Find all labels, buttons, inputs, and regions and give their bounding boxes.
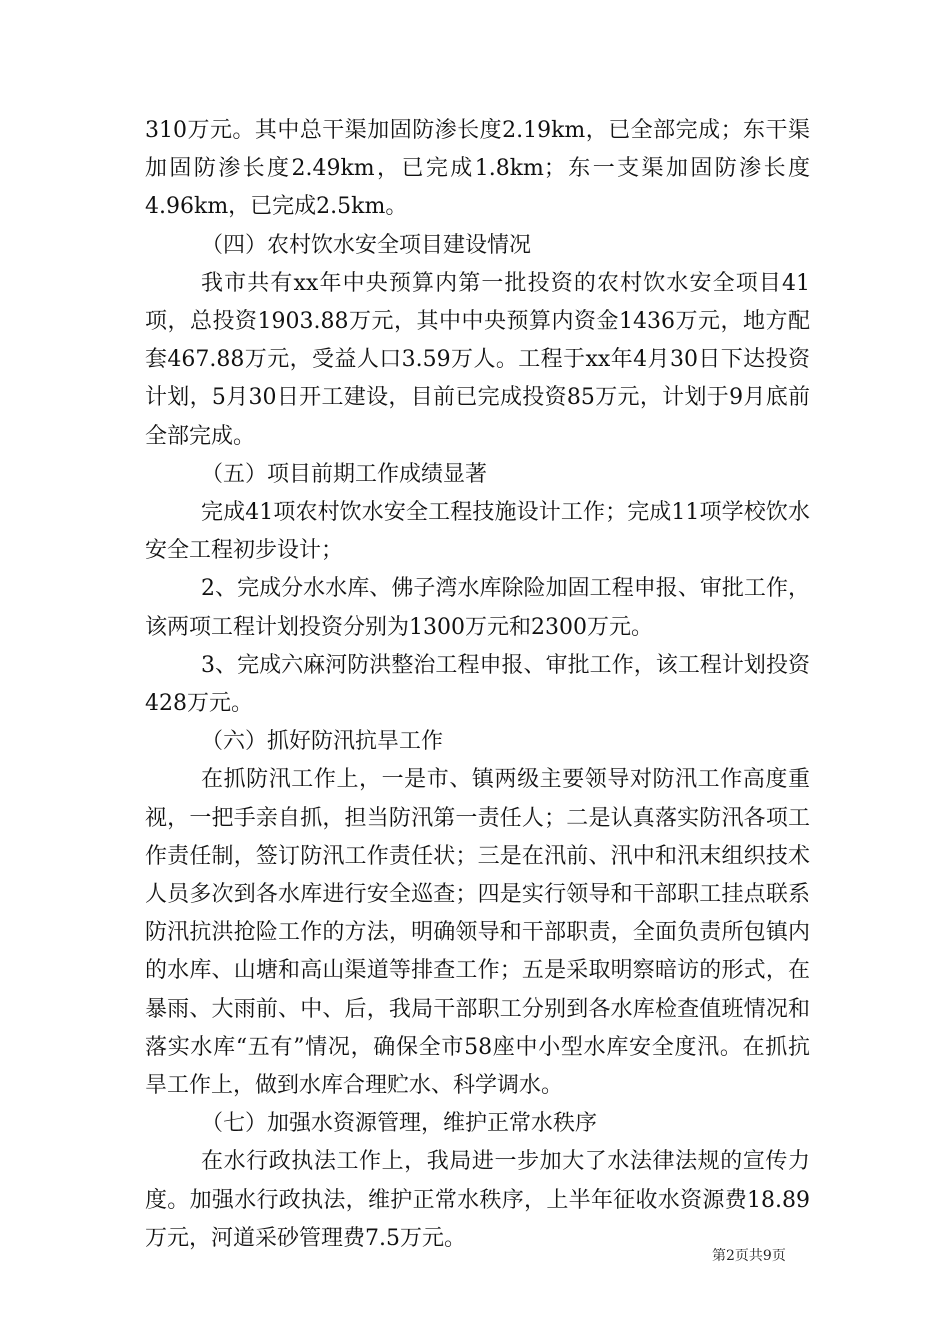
section-heading-6: （六）抓好防汛抗旱工作 bbox=[201, 729, 444, 755]
section-heading-7: （七）加强水资源管理，维护正常水秩序 bbox=[201, 1111, 598, 1137]
paragraph-flood-control-project: 3、完成六麻河防洪整治工程申报、审批工作，该工程计划投资428万元。 bbox=[145, 652, 810, 717]
section-heading-4: （四）农村饮水安全项目建设情况 bbox=[201, 232, 532, 258]
paragraph-flood-drought-work: 在抓防汛工作上，一是市、镇两级主要领导对防汛工作高度重视，一把手亲自抓，担当防汛第一责任人；二是认真落实防汛各项工作责任制，签订防汛工作责任状；三是在汛前、汛中和汛末组织技术人员多次到各水库进行安全巡查；四是实行领导和干部职工挂点联系防汛抗洪抢险工作的方法，明确领导和干部职责，全面负责所包镇内的水库、山塘和高山渠道等排查工作；五是采取明察暗访的形式，在暴雨、大雨前、中、后，我局干部职工分别到各水库检查值班情况和落实水库“五有”情况，确保全市58座中小型水库安全度汛。在抓抗旱工作上，做到水库合理贮水、科学调水。 bbox=[145, 767, 810, 1099]
paragraph-reservoir-approval: 2、完成分水水库、佛子湾水库除险加固工程申报、审批工作，该两项工程计划投资分别为1300万元和2300万元。 bbox=[145, 576, 810, 640]
paragraph-drinking-water: 我市共有xx年中央预算内第一批投资的农村饮水安全项目41项，总投资1903.88万元，其中中央预算内资金1436万元，地方配套467.88万元，受益人口3.59万人。工程于xx年4月30日下达投资计划，5月30日开工建设，目前已完成投资85万元，计划于9月底前全部完成。 bbox=[145, 270, 811, 449]
paragraph-design-work: 完成41项农村饮水安全工程技施设计工作；完成11项学校饮水安全工程初步设计； bbox=[145, 500, 810, 564]
paragraph-canal-progress: 310万元。其中总干渠加固防渗长度2.19km，已全部完成；东干渠加固防渗长度2.49km，已完成1.8km；东一支渠加固防渗长度4.96km，已完成2.5km。 bbox=[145, 118, 810, 220]
document-body bbox=[145, 112, 810, 1258]
paragraph-water-resources: 在水行政执法工作上，我局进一步加大了水法律法规的宣传力度。加强水行政执法，维护正常水秩序，上半年征收水资源费18.89万元，河道采砂管理费7.5万元。 bbox=[145, 1149, 810, 1251]
page-number: 第2页共9页 bbox=[712, 1248, 786, 1264]
section-heading-5: （五）项目前期工作成绩显著 bbox=[201, 461, 488, 487]
